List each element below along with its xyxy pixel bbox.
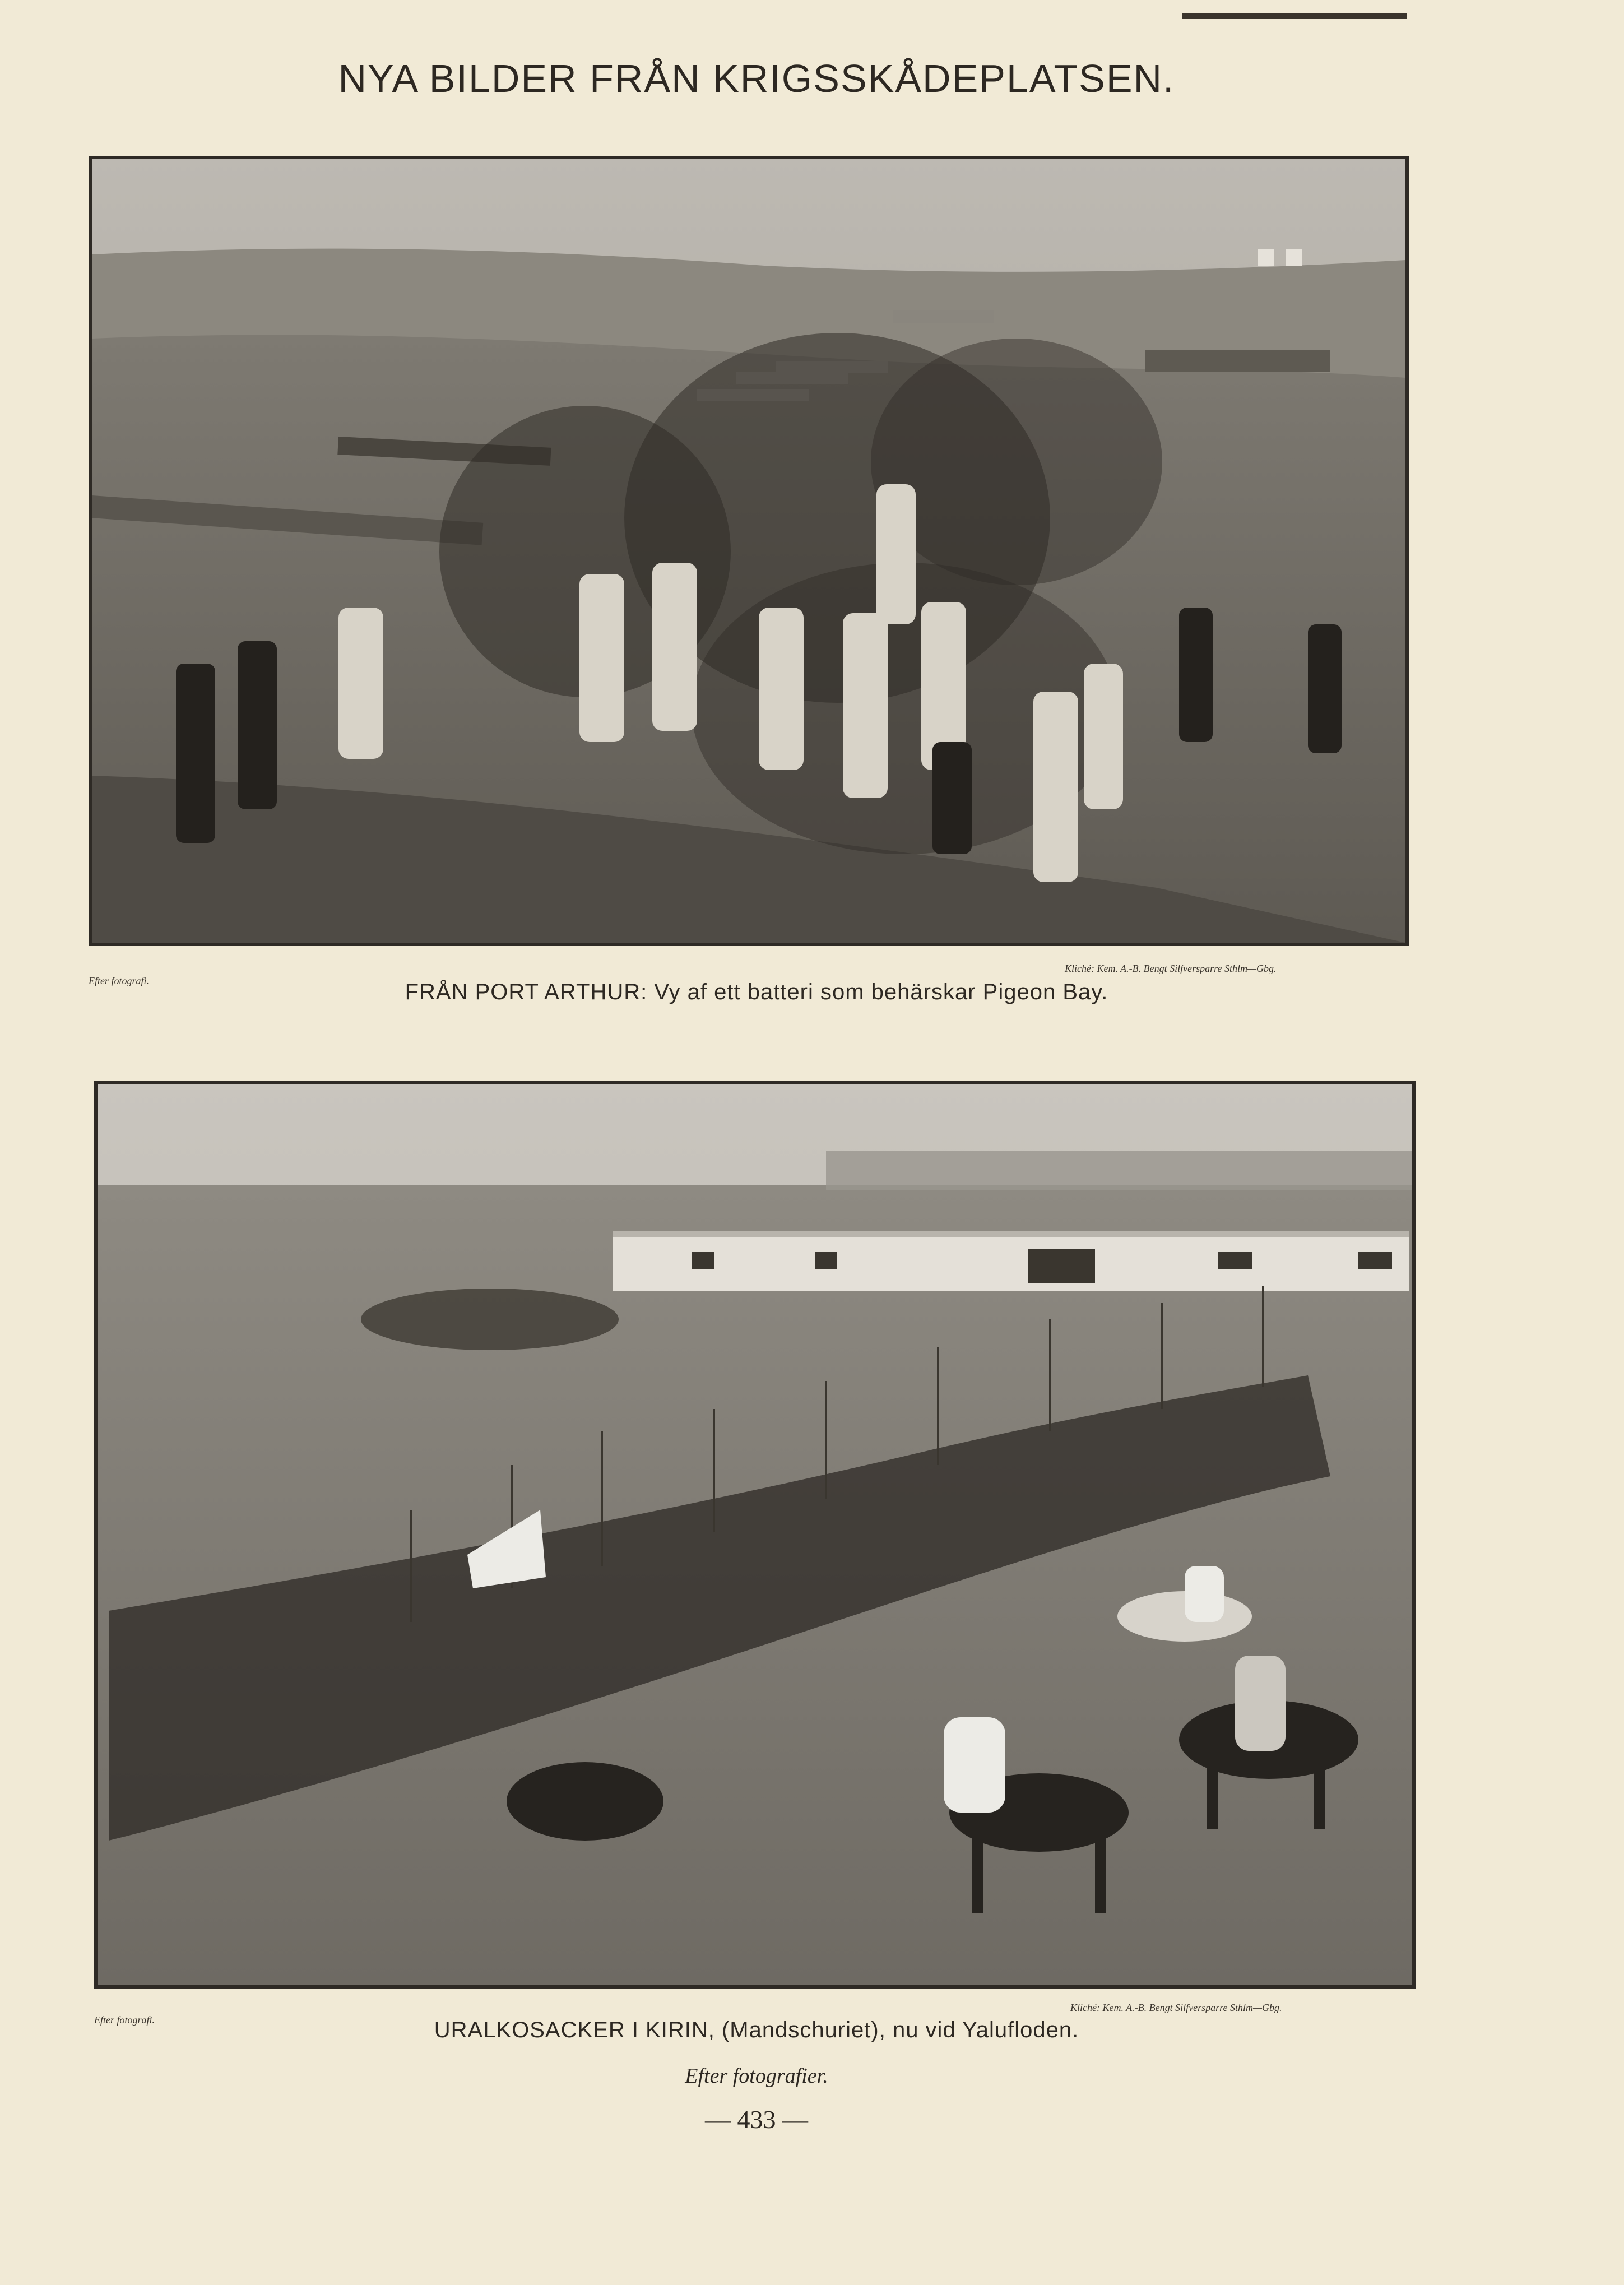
photo1-credit-left: Efter fotografi. <box>89 975 149 986</box>
photo-port-arthur-battery <box>89 156 1409 946</box>
top-rule <box>1182 13 1407 19</box>
photo-ural-cossacks <box>94 1081 1416 1989</box>
page-number: — 433 — <box>705 2105 808 2134</box>
photo2-subcredit: Efter fotografier. <box>685 2064 828 2088</box>
page-title: NYA BILDER FRÅN KRIGSSKÅDEPLATSEN. <box>338 57 1175 100</box>
battery-photo-illustration <box>92 159 1405 943</box>
photo2-credit-right: Kliché: Kem. A.-B. Bengt Silfversparre Sthlm—Gbg. <box>1070 2002 1282 2013</box>
photo1-caption: FRÅN PORT ARTHUR: Vy af ett batteri som behärskar Pigeon Bay. <box>405 980 1108 1004</box>
photo2-caption: URALKOSACKER I KIRIN, (Mandschuriet), nu vid Yalufloden. <box>434 2018 1079 2042</box>
cossacks-photo-illustration <box>98 1084 1412 1985</box>
photo1-credit-right: Kliché: Kem. A.-B. Bengt Silfversparre Sthlm—Gbg. <box>1065 963 1277 974</box>
photo2-credit-left: Efter fotografi. <box>94 2014 155 2026</box>
